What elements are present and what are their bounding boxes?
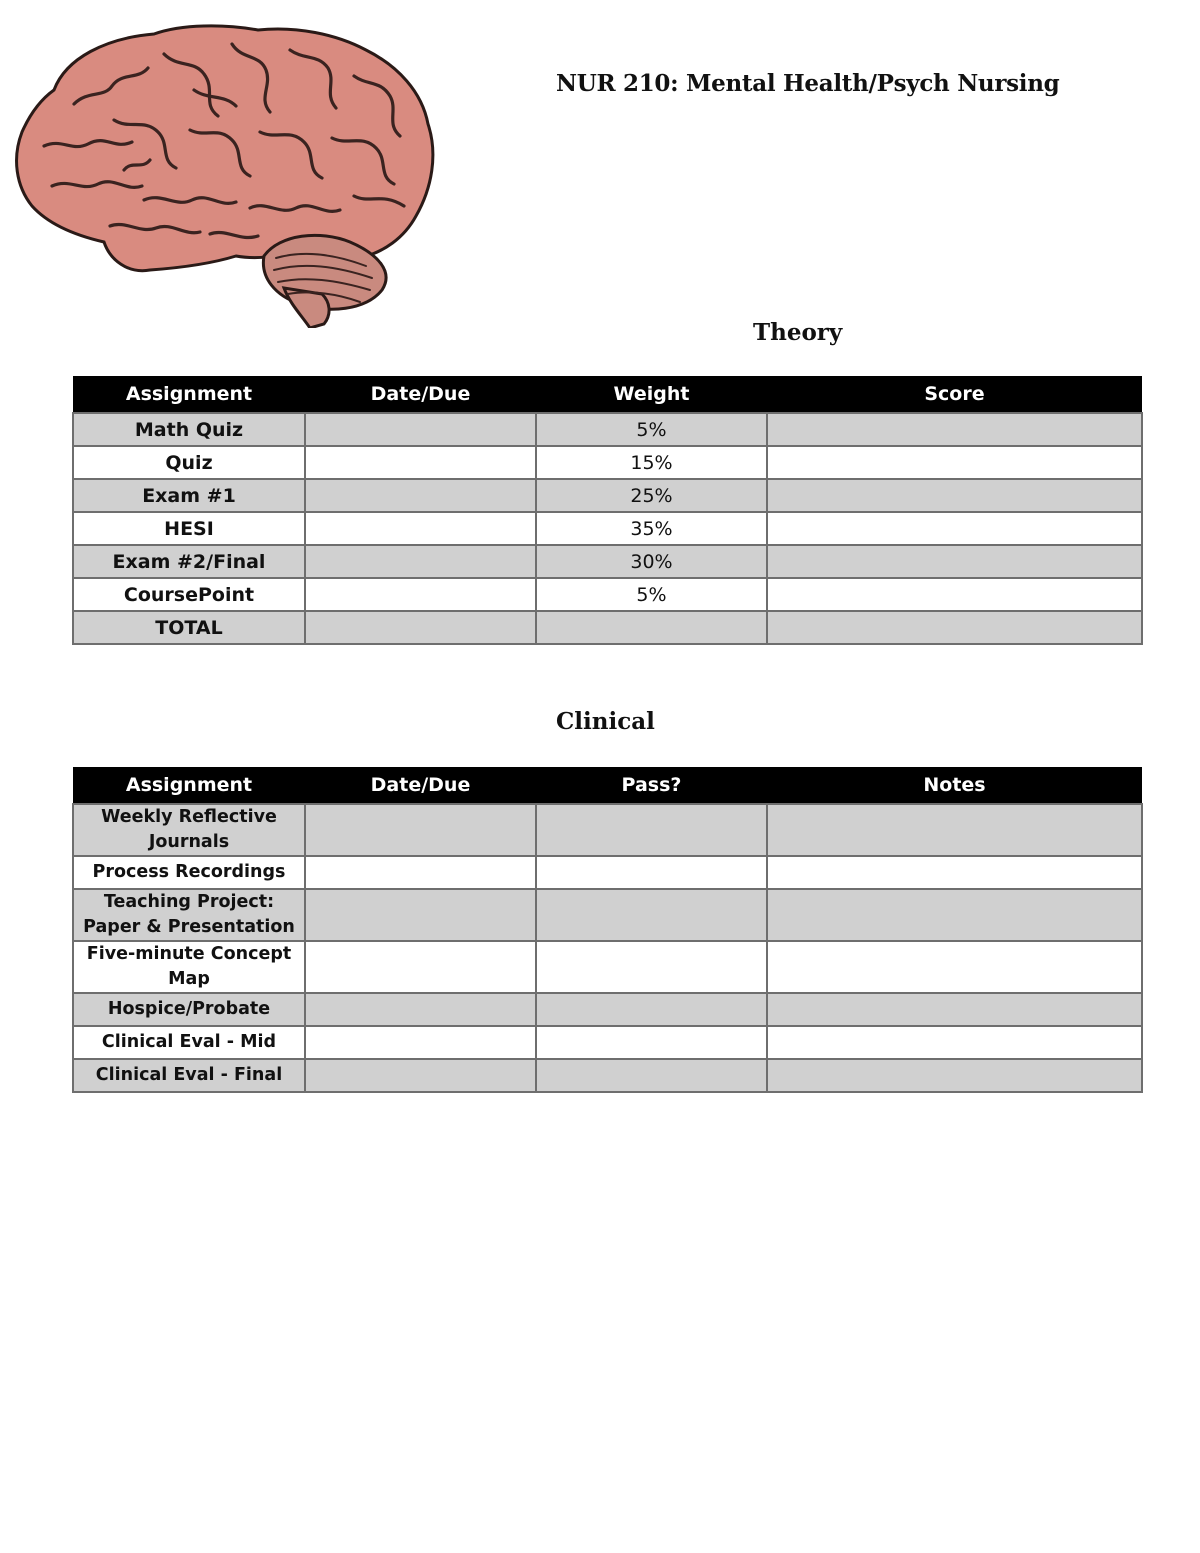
weight-cell: 15% [536,446,767,479]
pass-cell[interactable] [536,993,767,1026]
pass-cell[interactable] [536,1026,767,1059]
clinical-heading: Clinical [556,708,655,735]
column-header-pass: Pass? [536,767,767,804]
date-due-cell[interactable] [305,1026,536,1059]
date-due-cell[interactable] [305,941,536,993]
weight-cell: 35% [536,512,767,545]
date-due-cell[interactable] [305,479,536,512]
pass-cell[interactable] [536,889,767,941]
notes-cell[interactable] [767,889,1142,941]
date-due-cell[interactable] [305,413,536,446]
table-row [73,479,1142,512]
table-row [73,446,1142,479]
weight-cell: 5% [536,578,767,611]
pass-cell[interactable] [536,856,767,889]
date-due-cell[interactable] [305,1059,536,1092]
date-due-cell[interactable] [305,578,536,611]
assignment-cell: Math Quiz [73,413,305,446]
table-row [73,545,1142,578]
table-row [73,804,1142,856]
column-header-assignment: Assignment [73,376,305,413]
table-header-row [73,376,1142,413]
pass-cell[interactable] [536,1059,767,1092]
column-header-notes: Notes [767,767,1142,804]
table-row [73,856,1142,889]
page-title: NUR 210: Mental Health/Psych Nursing [556,70,1060,97]
table-row [73,1059,1142,1092]
date-due-cell[interactable] [305,545,536,578]
table-row [73,993,1142,1026]
assignment-cell: HESI [73,512,305,545]
column-header-score: Score [767,376,1142,413]
assignment-cell: Quiz [73,446,305,479]
notes-cell[interactable] [767,993,1142,1026]
score-cell[interactable] [767,578,1142,611]
table-header-row [73,767,1142,804]
table-row [73,512,1142,545]
assignment-cell: Teaching Project: Paper & Presentation [73,889,305,941]
score-cell[interactable] [767,611,1142,644]
assignment-cell: Clinical Eval - Final [73,1059,305,1092]
score-cell[interactable] [767,512,1142,545]
date-due-cell[interactable] [305,993,536,1026]
weight-cell: 25% [536,479,767,512]
weight-cell[interactable] [536,611,767,644]
score-cell[interactable] [767,479,1142,512]
notes-cell[interactable] [767,1059,1142,1092]
weight-cell: 30% [536,545,767,578]
pass-cell[interactable] [536,804,767,856]
assignment-cell: Clinical Eval - Mid [73,1026,305,1059]
assignment-cell: Exam #1 [73,479,305,512]
table-row [73,413,1142,446]
assignment-cell: CoursePoint [73,578,305,611]
pass-cell[interactable] [536,941,767,993]
score-cell[interactable] [767,446,1142,479]
score-cell[interactable] [767,545,1142,578]
notes-cell[interactable] [767,804,1142,856]
clinical-table [72,767,1143,1093]
notes-cell[interactable] [767,941,1142,993]
date-due-cell[interactable] [305,611,536,644]
score-cell[interactable] [767,413,1142,446]
date-due-cell[interactable] [305,889,536,941]
assignment-cell: TOTAL [73,611,305,644]
column-header-date-due: Date/Due [305,767,536,804]
weight-cell: 5% [536,413,767,446]
date-due-cell[interactable] [305,512,536,545]
column-header-weight: Weight [536,376,767,413]
table-row [73,1026,1142,1059]
total-row [73,611,1142,644]
brain-illustration [14,20,438,328]
notes-cell[interactable] [767,1026,1142,1059]
assignment-cell: Process Recordings [73,856,305,889]
theory-heading: Theory [753,319,843,346]
table-row [73,889,1142,941]
assignment-cell: Five-minute Concept Map [73,941,305,993]
theory-table [72,376,1143,645]
assignment-cell: Exam #2/Final [73,545,305,578]
column-header-assignment: Assignment [73,767,305,804]
assignment-cell: Hospice/Probate [73,993,305,1026]
table-row [73,578,1142,611]
date-due-cell[interactable] [305,804,536,856]
date-due-cell[interactable] [305,856,536,889]
date-due-cell[interactable] [305,446,536,479]
column-header-date-due: Date/Due [305,376,536,413]
assignment-cell: Weekly Reflective Journals [73,804,305,856]
table-row [73,941,1142,993]
notes-cell[interactable] [767,856,1142,889]
